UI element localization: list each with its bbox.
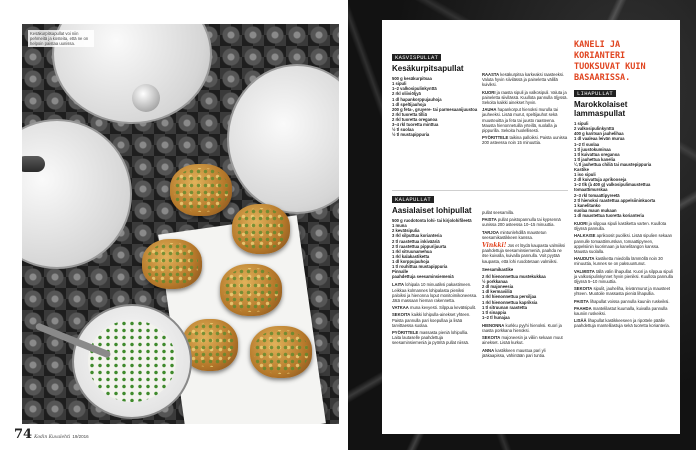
method-step: [574, 233, 674, 254]
method-step-text: ja silppua sipuli kastiketta varten. Kuullota öljyssä pannulla.: [574, 220, 667, 232]
method-step-lead: KUORI: [574, 220, 588, 226]
method-step: [482, 135, 568, 145]
method-step: [482, 107, 568, 133]
method-step-lead: PAAHDA: [574, 305, 592, 311]
method-step: [482, 72, 568, 88]
ingredient-line: 2 tl raastettua pippurijuurta: [392, 243, 447, 249]
ingredient-line: 400 g karitsan jauhelihaa: [574, 131, 624, 137]
method-step-text: pullat seesamilla.: [482, 210, 515, 215]
method-step-lead: VALMISTA: [574, 268, 595, 274]
ingredient-line: 1 iso sipuli: [574, 172, 596, 178]
method-step: [574, 306, 674, 316]
method-step: [574, 269, 674, 285]
method-step-lead: HALKAISE: [574, 233, 596, 239]
ingredient-line: 1–2 tl hunajaa: [482, 314, 510, 320]
method-step: [574, 318, 674, 328]
method-step-text: massasta pieniä lohipullia. Laita lautaselle paahdettuja seesaminsiemeniä ja pyöritä pullat niissä.: [392, 329, 470, 346]
ingredient-line: 1–2 valkosipulinkynttä: [392, 86, 437, 92]
method-step: [482, 348, 568, 358]
method-step-lead: HAUDUTA: [574, 256, 595, 262]
ingredient-line: 2 kevätsipulia: [392, 228, 420, 234]
folio: [14, 427, 89, 442]
method-step-lead: RAASTA: [482, 72, 500, 77]
ingredient-line: ½ tl suolaa: [392, 127, 414, 133]
recipe2-column-b: [482, 210, 568, 360]
method-step-text: aprikoosit puoliksi. Lisää sipulien sekaan pannulle tomaattimurskan, tomaattipyreen, appelsiinin kuorimaan ja kanelitangon kanssa. Mausta suolalla.: [574, 233, 672, 254]
ingredient-line: 1 dl vaaleaa leivän murua: [574, 136, 625, 142]
ingredient-line: 2 dl kuivattuja aprikooseja: [574, 177, 627, 183]
herb-dip: [88, 320, 176, 402]
ingredient-line: 2 rkl hienonnettua mustekukkaa: [482, 274, 546, 280]
recipe-card: [382, 20, 680, 434]
ingredient-line: 1–2 tl suolaa: [574, 141, 600, 147]
recipe1-title: Kesäkurpitsapullat: [392, 64, 464, 74]
method-step-text: pullat paistopannulla tai kypsennä uunissa 200 asteessa 10–15 minuuttia.: [482, 217, 561, 228]
ingredient-line: 1 tl kuivattua oreganoa: [574, 151, 620, 157]
method-step-lead: KUORI: [482, 89, 496, 95]
method-step-lead: PYÖRITTELE: [482, 135, 509, 141]
meatball: [250, 326, 312, 378]
sauce-method: [482, 323, 568, 358]
ingredient-line: 3–4 rkl tuoretta minttua: [392, 122, 439, 128]
method-step: [392, 282, 478, 303]
method-step: [482, 335, 568, 345]
pan-handle: [22, 156, 45, 172]
method-step-lead: PYÖRITTELE: [392, 329, 419, 335]
ingredient-line: 1 tl juustokuminaa: [574, 146, 611, 152]
method-step-lead: TARJOA: [482, 229, 499, 235]
method-step: [482, 230, 568, 240]
method-step: [392, 330, 478, 346]
meatball: [232, 204, 290, 254]
method-step-lead: PAISTA: [482, 217, 497, 223]
method-step-text: kaikki lohipulla-ainekset yhteen. Paista pannulla pari koepullaa ja lisää tarvittaessa suolaa.: [392, 312, 471, 328]
ingredient-line: 3 rkl silputtua korianteria: [392, 233, 442, 239]
method-step-text: kastikkeen maustua pari yli jääkaapissa, vähintään pari tuntia.: [482, 347, 546, 358]
magazine-issue: 19/2016: [72, 434, 89, 439]
ingredient-line: 1 dl maustettua tuoretta korianteria: [574, 212, 645, 218]
recipe2-method-continued: [482, 210, 568, 240]
ingredient-line: 1 kanelitanko: [574, 202, 601, 208]
ingredient-line: paahdettuja seesaminsiemeniä: [392, 274, 454, 280]
ingredient-line: 1 dl hapankorppujauhoja: [392, 96, 442, 102]
ingredient-line: Kastike: [574, 167, 589, 173]
method-step-text: mintunlehdillä maustetun seesamikastikkeen kanssa.: [482, 229, 547, 240]
tip-title: Vinkki!: [482, 242, 507, 250]
ingredient-line: 200 g feta-, gruyere- tai parmesaanijuustoa: [392, 106, 478, 112]
ingredient-line: 2 rkl tuoretta oreganoa: [392, 116, 438, 122]
ingredient-line: ¼ tl jauhettua chiliä tai maustepippuria: [574, 161, 652, 167]
photo-caption: Kesäkurpitsapullat voi niin pehmeitä ja kosteita, että ne on helpoin paistaa uunissa.: [28, 30, 94, 47]
ingredient-line: 1–2 tlk (à 400 g) valkosipulimaustettua tomaattimurskaa: [574, 182, 651, 193]
ingredient-line: suolaa maun mukaan: [574, 207, 617, 213]
ingredient-line: 1 dl speltijauhoja: [392, 101, 426, 107]
method-step-lead: SEKOITA: [574, 286, 593, 292]
ingredient-line: 1 rkl hienonnettua kapriksia: [482, 299, 538, 305]
ingredient-line: 1 tl sitruunan raastetta: [482, 304, 527, 310]
method-step: [392, 312, 478, 328]
method-step-lead: SEKOITA: [392, 312, 411, 318]
method-step-text: mantelilastut kuumalla, kuivalla pannulla kauniin ruskeiksi.: [574, 305, 668, 317]
meatball: [142, 239, 202, 289]
method-step-text: lohipala 10 minuutiksi pakastimeen. Leikkaa kolmannes lohipalasta pieniksi paloiksi ja hienonna loput monitoimikoneessa. Jätä massaan hieman rakennetta.: [392, 282, 478, 303]
ingredient-line: 2 dl majoneesia: [482, 284, 514, 290]
recipe2-tag: KALAPULLAT: [392, 196, 434, 203]
method-step-text: taikina palloiksi. Paista uunissa 200 asteessa noin 15 minuuttia.: [482, 135, 568, 146]
recipe1-ingredients-column: [392, 54, 478, 137]
recipe3-title: Marokkolaiset lammaspullat: [574, 100, 628, 119]
method-step-text: hapankorput hienoksi murulla tai jauheeksi. Lisää murut, speltijauhot sekä muusteuitta ja feta tai juusto raasteena. Mausta hienonnetuilla yrteillä, suolalla ja pippurilla. Sekoita huolellisesti.: [482, 107, 558, 134]
ingredient-line: 2 rkl oliiviöljyä: [392, 91, 421, 97]
recipe2-ingredients: [392, 218, 478, 279]
ingredient-line: 2 valkosipulinkynttä: [574, 126, 615, 132]
ingredient-line: 1 rkl kalakastiketta: [392, 253, 430, 259]
ingredient-line: 500 g ruodotonta lohi- tai kirjolohifileetä: [392, 218, 472, 224]
ingredient-line: 2 rkl tuoretta tilliä: [392, 111, 427, 117]
method-step-text: majoneesin ja viiliin sekaan muut ainekset. Lisää kurkut.: [482, 335, 563, 346]
method-step: [482, 217, 568, 227]
section-divider: [392, 190, 568, 191]
recipe3-ingredients: [574, 121, 674, 218]
ingredient-line: 2 tl raastettua inkivääriä: [392, 238, 440, 244]
recipe3-method: [574, 221, 674, 329]
sauce-ingredients: [482, 274, 568, 320]
meatball: [170, 164, 232, 216]
ingredient-line: 1 rkl hienonnettua persiljaa: [482, 294, 537, 300]
method-step-lead: SEKOITA: [482, 335, 501, 341]
ingredient-line: 1 tl rouhittua mustapippuria: [392, 264, 448, 270]
pull-quote: KANELI JA KORIANTERI TUOKSUVAT KUIN BASAARISSA.: [574, 40, 646, 83]
ingredient-line: 1 dl korppujauhoja: [392, 258, 430, 264]
ingredient-line: 1 tl jauhettua kanelia: [574, 156, 616, 162]
method-step: [574, 286, 674, 296]
method-step: [574, 299, 674, 304]
method-step-text: muna kevyesti. Silppua kevätsipulit.: [408, 305, 477, 311]
recipe2-method: [392, 282, 478, 345]
ingredient-line: 1 tl sinappia: [482, 309, 507, 315]
recipe1-tag: KASVISPULLAT: [392, 54, 441, 61]
recipe1-ingredients: [392, 76, 478, 137]
method-step-lead: LISÄÄ: [574, 318, 587, 324]
method-step-lead: PAISTA: [574, 298, 589, 304]
method-step-text: kurkku pyyhi hienoksi. Kuori ja raasta porkkana hienoksi.: [482, 322, 562, 334]
recipe2-title: Aasialaiset lohipullat: [392, 206, 472, 216]
right-page: [348, 0, 696, 450]
recipe1-method: [482, 72, 568, 146]
meatball: [220, 264, 282, 316]
ingredient-line: 500 g kesäkurpitsaa: [392, 76, 432, 82]
method-step: [392, 305, 478, 310]
ingredient-line: ½ porkkanaa: [482, 279, 508, 285]
ingredient-line: 1 muna: [392, 223, 407, 229]
recipe1-method-column: [482, 72, 568, 148]
food-photo: [22, 24, 339, 424]
method-step-text: kesäkurpitsa karkeaksi raasteeksi. Valuta hyvin siivilässä ja paineletta välillä kuiviksi.: [482, 72, 565, 88]
method-step-text: kastiketta miedolla lämmöllä noin 30 minuuttia, kunnes se on paksuuntunut.: [574, 256, 663, 267]
method-step-lead: JAUHA: [482, 107, 497, 113]
method-step-lead: ANNA: [482, 347, 495, 353]
method-step-lead: HIENONNA: [482, 322, 505, 328]
method-step: [574, 256, 674, 266]
sauce-title: Seesamikastike: [482, 266, 514, 272]
method-step-text: lihapullat voissa pannulla kauniin ruskeiksi.: [588, 298, 670, 304]
recipe3-tag: LIHAPULLAT: [574, 90, 616, 97]
method-step-text: ja raasta sipuli ja valkosipuli. Valuta ja paineletta siivilässä. Kuullota pannulla öljyssä. Sekoita kaikki ainekset hyvin.: [482, 89, 568, 106]
ingredient-line: 1 dl kermaviiliä: [482, 289, 513, 295]
tip-text: Jos et löydä kaupasta valmiiksi paahdettuja seesaminsiemeniä, paahda ne itse kuivalla, kuivalla pannulla. Voit pyytää kaupasta, että lohi ruodotetaan valmiiksi.: [482, 243, 566, 264]
recipe3-column: [574, 40, 674, 331]
method-step-text: lihapullat kastikkeeseen ja ripottele päälle paahdettuja mantelilastuja sekä tuoretta korianteria.: [574, 318, 670, 329]
ingredient-line: 1 sipuli: [574, 121, 589, 127]
lid-knob: [132, 84, 160, 112]
ingredient-line: 1 rkl sitruunamehua: [392, 248, 432, 254]
method-step: [574, 221, 674, 231]
magazine-name: Kodin Kuvalehti: [34, 435, 71, 440]
ingredient-line: 2 tl hienoksi raastettua appelsiininkuorta: [574, 197, 656, 203]
method-step-lead: LAITA: [392, 282, 405, 288]
ingredient-line: 2–3 rkl tomaattipyreetä: [574, 192, 620, 198]
method-step-lead: VATKAA: [392, 305, 409, 311]
method-step: [482, 323, 568, 333]
ingredient-line: Pinnalle: [392, 269, 409, 275]
method-step: [482, 210, 568, 215]
method-step-text: sipulit, jauheliha, leivänmurut ja mausteet yhteen. Muotoile massasta pieniä lihapullia.: [574, 286, 671, 297]
method-step-text: tällä välin lihapullat. Kuori ja silppua sipuli ja valkosipulinkynnet hyvin pieniksi. Kuullota pannulla öljyssä 5–10 minuuttia.: [574, 268, 673, 285]
page-number: 74: [14, 427, 33, 442]
recipe2-column-a: [392, 196, 478, 348]
method-step: [482, 90, 568, 106]
ingredient-line: 1 sipuli: [392, 81, 407, 87]
ingredient-line: ½ tl mustapippuria: [392, 132, 430, 138]
